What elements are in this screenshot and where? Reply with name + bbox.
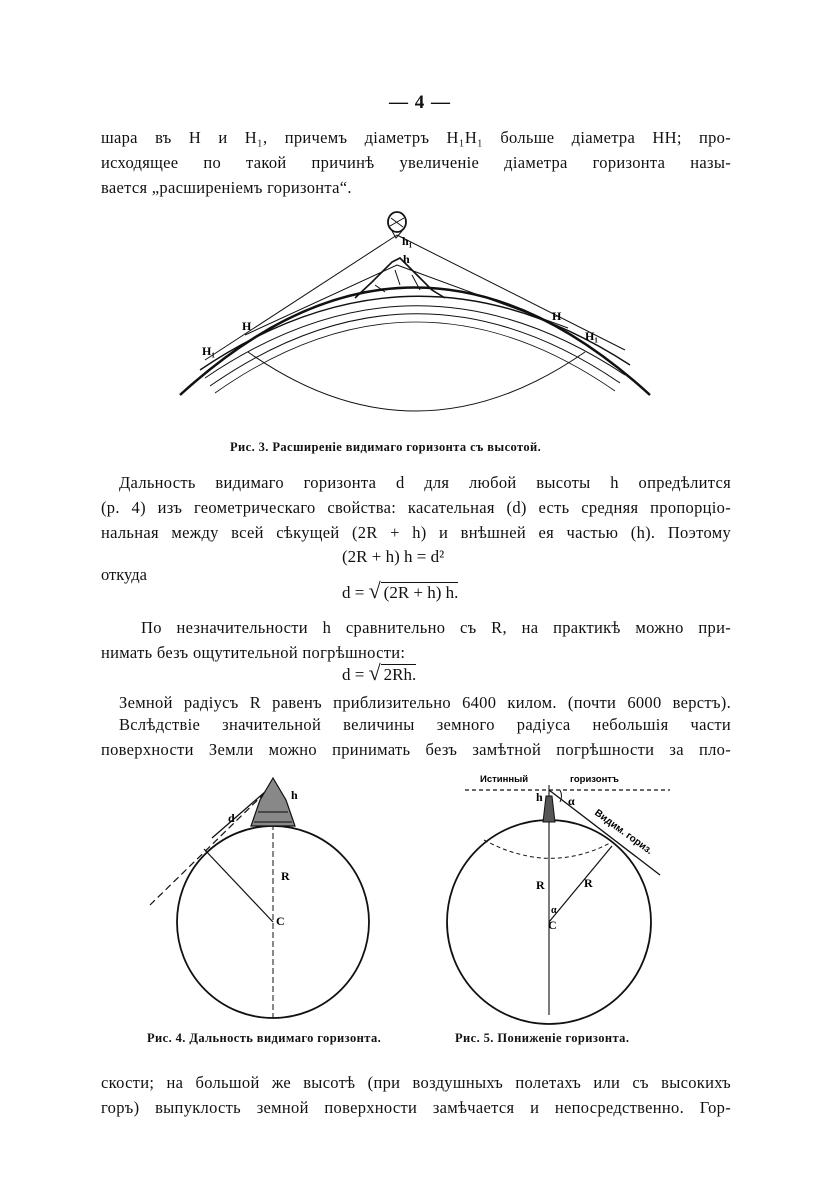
formula-2-lhs: d = (342, 583, 369, 602)
word-otkuda: откуда (101, 565, 147, 584)
text-line: Земной радіусъ R равенъ приблизительно 6400 килом. (почти 6000 верстъ). (119, 693, 731, 712)
text-line: (p. 4) изъ геометрическаго свойства: касательная (d) есть средняя пропорціо- (101, 498, 731, 517)
fig3-label-h1: h₁ (402, 234, 413, 248)
text-line: горъ) выпуклость земной поверхности замѣчается и непосредственно. Гор- (101, 1098, 731, 1117)
text-line: нальная между всей сѣкущей (2R + h) и внѣшней ея частью (h). Поэтому (101, 523, 731, 542)
figure-3-caption: Рис. 3. Расширеніе видимаго горизонта съ высотой. (230, 440, 542, 454)
fig5-label-C: C (548, 918, 557, 932)
fig4-label-C: C (276, 914, 285, 928)
fig5-label-R-left: R (536, 878, 545, 892)
text-line: По незначительности h сравнительно съ R, на практикѣ можно при- (141, 618, 731, 637)
fig4-label-h: h (291, 788, 298, 802)
text-line: скости; на большой же высотѣ (при воздушныхъ полетахъ или съ высокихъ (101, 1073, 731, 1092)
figure-5-caption: Рис. 5. Пониженіе горизонта. (455, 1031, 630, 1045)
text-line: Вслѣдствіе значительной величины земного радіуса небольшія части (119, 715, 731, 734)
fig5-label-h: h (536, 790, 543, 804)
formula-3-lhs: d = (342, 665, 369, 684)
text-line: шара въ H и H₁, причемъ діаметръ H₁H₁ больше діаметра HH; про- (101, 128, 731, 147)
fig3-label-H-right: H (552, 309, 562, 323)
fig5-label-true-horizon-2: горизонтъ (570, 774, 619, 785)
formula-1: (2R + h) h = d² (342, 547, 445, 566)
paragraph-6 (101, 1070, 731, 1120)
text-line: исходящее по такой причинѣ увеличеніе діаметра горизонта назы- (101, 153, 731, 172)
fig5-label-alpha-top: α (568, 794, 575, 808)
fig3-label-h: h (403, 252, 410, 266)
fig3-label-H1-right: H₁ (585, 329, 598, 343)
fig4-label-R: R (281, 869, 290, 883)
figure-4-caption: Рис. 4. Дальность видимаго горизонта. (147, 1031, 382, 1045)
fig5-label-visible-horizon: Видим. гориз. (592, 807, 655, 857)
sqrt-sign-icon: √ (368, 578, 381, 603)
text-line: вается „расширеніемъ горизонта“. (101, 178, 352, 197)
fig5-label-true-horizon-1: Истинный (480, 774, 529, 785)
fig5-label-alpha-c: α (551, 905, 557, 916)
formula-2-radicand: (2R + h) h. (381, 582, 459, 602)
text-line: поверхности Земли можно принимать безъ замѣтной погрѣшности за пло- (101, 740, 731, 759)
fig4-label-d: d (228, 811, 235, 825)
sqrt-sign-icon: √ (368, 660, 381, 685)
fig3-label-H1-left: H₁ (202, 344, 215, 358)
text-line: Дальность видимаго горизонта d для любой высоты h опредѣлится (119, 473, 731, 492)
text-line: нимать безъ ощутительной погрѣшности: (101, 643, 406, 662)
formula-3-radicand: 2Rh. (381, 664, 417, 684)
page-number: — 4 — (389, 92, 451, 113)
fig3-label-H-left: H (242, 319, 252, 333)
fig5-label-R-right: R (584, 876, 593, 890)
